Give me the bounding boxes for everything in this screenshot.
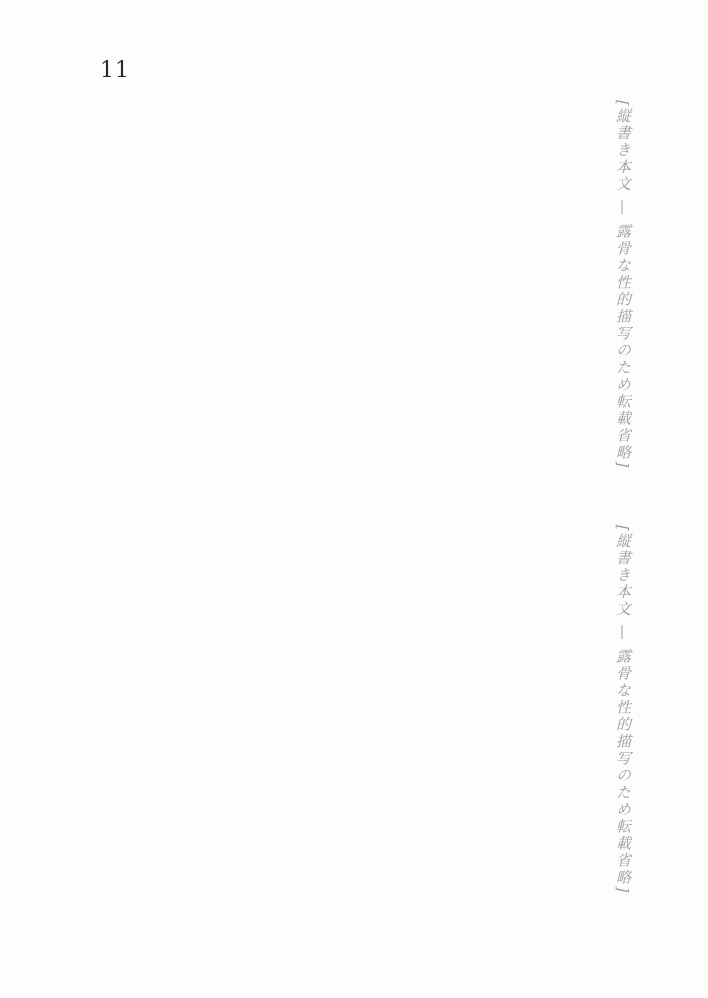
body-text-top-redacted: [縦書き本文 — 露骨な性的描写のため転載省略] (614, 100, 632, 470)
body-text-bottom-redacted: [縦書き本文 — 露骨な性的描写のため転載省略] (614, 525, 632, 895)
page-number: 11 (100, 58, 130, 83)
